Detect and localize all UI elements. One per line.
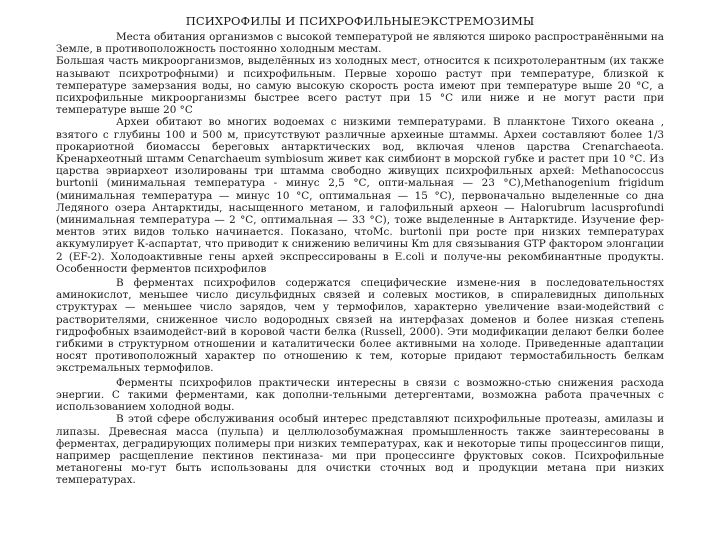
document-title: ПСИХРОФИЛЫ И ПСИХРОФИЛЬНЫЕЭКСТРЕМОЗИМЫ [185,14,535,28]
paragraph-industry: В этой сфере обслуживания особый интерес представляют психрофильные протеазы, амилазы и липазы. Древесная масса (пульпа) и целлюлозобумажная промышленность также заинтересованы в ферментах, деградирующих полимеры при низких температурах, как и некоторые типы процессингов пищи, например расщепление пектинов пектиназа- ми при процессинге фруктовых соков. Психрофильные метаногены мо-гут быть использованы для очистки сточных вод и продукции метана при низких температурах. [56,413,664,487]
paragraph-enzyme-applications: Ферменты психрофилов практически интересны в связи с возможно-стью снижения расхода энергии. С такими ферментами, как дополни-тельными детергентами, возможна работа прачечных с использованием холодной воды. [56,376,664,414]
paragraph-archaea: Археи обитают во многих водоемах с низкими температурами. В планктоне Тихого океана , взятого с глубины 100 и 500 м, присутствуют различные археиные штаммы. Археи составляют более 1/3 прокариотной биомассы береговых антарктических вод, включая членов царства Crenarchaeota. Кренархеотный штамм Cenarchaeum symbiosum живет как симбионт в морской губке и растет при 10 °С. Из царства эвриархеот изолированы три штамма свободно живущих психрофильных архей: Methanococcus burtonii (минимальная температура - минус 2,5 °С, опти-мальная — 23 °С),Methanogenium frigidum (минимальная температура — минус 10 °С, оптимальная — 15 °С), первоначально выделенные со дна Ледяного озера Антарктиды, насыщенного метаном, и галофильный археон — Halorubrum lacusprofundi (минимальная температура — 2 °С, оптимальная — 33 °С), тоже выделенные в Антарктиде. Изучение фер-ментов этих видов только начинается. Показано, чтоMc. burtonii при росте при низких температурах аккумулирует К-аспартат, что приводит к снижению величины Кm для связывания GTP фактором элонгации 2 (EF-2). Холодоактивные гены архей экспрессированы в E.coli и получе-ны рекомбинантные продукты. Особенности ферментов психрофилов [56,116,664,275]
paragraph-enzyme-features: В ферментах психрофилов содержатся специфические измене-ния в последовательностях аминокислот, меньшее число дисульфидных связей и солевых мостиков, в спиралевидных дипольных структурах — меньшее число зарядов, чем у термофилов, характерно увеличение взаи-модействий с растворителями, сниженное число водородных связей на интерфазах доменов и более низкая степень гидрофобных взаимодейст-вий в коровой части белка (Russell, 2000). Эти модификации делают белки более гибкими в структурном отношении и каталитически более активными на холоде. Приведенные адаптации носят противоположный характер по отношению к тем, которые придают термостабильность белкам экстремальных термофилов. [56,277,664,375]
paragraph-microorganisms: Большая часть микроорганизмов, выделённых из холодных мест, относится к психротолерантным (их также называют психротрофными) и психрофильным. Первые хорошо растут при температуре, близкой к температуре замерзания воды, но самую высокую скорость роста имеют при температуре выше 20 °С, а психрофильные микроорганизмы быстрее всего растут при 15 °С или ниже и не могут расти при температуре выше 20 °С [56,55,664,117]
paragraph-habitats: Места обитания организмов с высокой температурой не являются широко распространёнными на Земле, в противоположность постоянно холодным местам. [56,31,664,56]
